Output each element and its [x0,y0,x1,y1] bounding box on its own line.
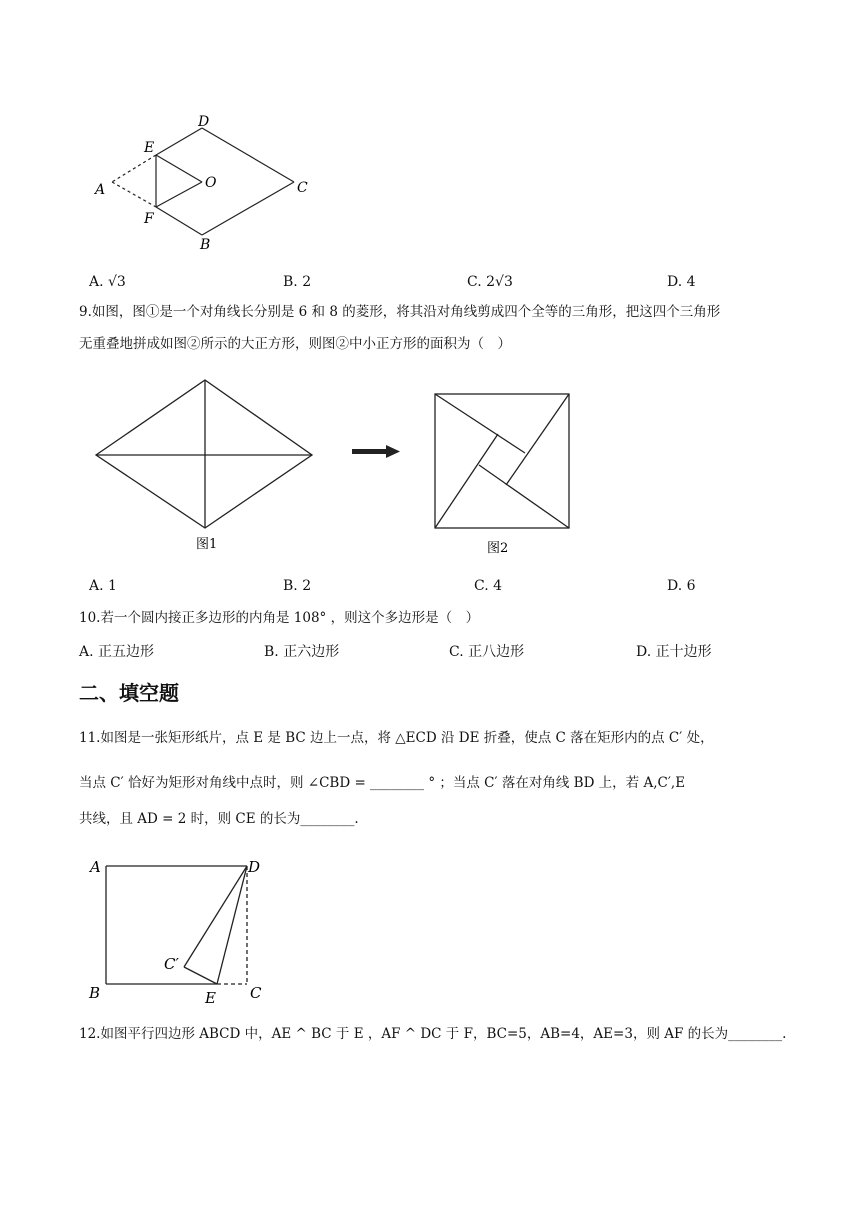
q11-label-B: B [89,984,101,1002]
q10-option-c: C. 正八边形 [449,644,525,660]
q8-edge-BF [156,207,202,235]
q8-option-a: A. √3 [89,274,126,290]
q9-figure1 [90,375,320,555]
q8-label-C: C [297,180,308,196]
q11-figure [85,850,275,1010]
q8-figure [80,108,330,258]
q11-edge-DE [217,866,247,984]
q9-stem-line2: 无重叠地拼成如图②所示的大正方形，则图②中小正方形的面积为（ ） [79,336,511,352]
q12-stem: 12.如图平行四边形 ABCD 中，AE ^ BC 于 E ，AF ^ DC 于 F，BC=5，AB=4，AE=3，则 AF 的长为________. [79,1026,787,1042]
q9-stem-line1: 9.如图，图①是一个对角线长分别是 6 和 8 的菱形，将其沿对角线剪成四个全等的三角形，把这四个三角形 [79,304,721,320]
q8-option-d: D. 4 [667,274,696,290]
q11-label-A: A [90,858,101,876]
q11-edge-DCprime [184,866,247,967]
q8-label-D: D [198,114,210,130]
q11-label-Cprime: C′ [164,955,179,973]
q11-stem-line1: 11.如图是一张矩形纸片，点 E 是 BC 边上一点，将 △ECD 沿 DE 折叠，使点 C 落在矩形内的点 C′ 处， [79,730,714,746]
q11-stem-line3: 共线，且 AD = 2 时，则 CE 的长为________. [79,811,359,827]
q9-fig2-outer-square [435,394,569,528]
q8-label-O: O [205,175,217,191]
q9-option-b: B. 2 [283,578,312,594]
q9-fig2-line-2 [506,394,569,485]
q9-option-a: A. 1 [89,578,117,594]
q9-fig2-line-4 [435,434,498,528]
q9-fig1-rhombus [96,380,312,528]
q11-edge-CprimeE [184,967,217,984]
q9-fig1-caption: 图1 [196,537,218,552]
q9-fig2-caption: 图2 [487,541,509,556]
q11-label-E: E [205,989,216,1007]
q10-stem: 10.若一个圆内接正多边形的内角是 108° ，则这个多边形是（ ） [79,610,480,626]
section-heading-fill-in: 二、填空题 [79,681,179,705]
q9-fig2-line-1 [435,394,525,453]
q8-option-b: B. 2 [283,274,312,290]
q8-edge-AF-dashed [112,182,156,207]
q9-fig2-line-3 [479,465,569,528]
q9-figure2 [430,390,575,560]
q8-label-E: E [144,140,155,156]
q8-edge-ED [156,128,202,155]
q8-edge-EO [156,155,202,182]
q8-label-F: F [144,211,154,227]
q8-label-B: B [200,237,211,253]
q8-option-c: C. 2√3 [467,274,513,290]
q9-option-d: D. 6 [667,578,696,594]
q11-label-C: C [250,984,262,1002]
q9-arrow-icon [352,444,402,460]
q10-option-a: A. 正五边形 [79,644,155,660]
q8-edge-EA-dashed [112,155,156,182]
q10-option-d: D. 正十边形 [636,644,712,660]
q9-option-c: C. 4 [474,578,503,594]
q11-label-D: D [248,858,261,876]
q8-edge-DC [202,128,294,182]
q10-option-b: B. 正六边形 [264,644,340,660]
q8-edge-FO [156,182,202,207]
q11-stem-line2: 当点 C′ 恰好为矩形对角线中点时，则 ∠CBD = ________ ° ；当点 C′ 落在对角线 BD 上，若 A,C′,E [79,775,686,791]
q8-label-A: A [95,182,106,198]
